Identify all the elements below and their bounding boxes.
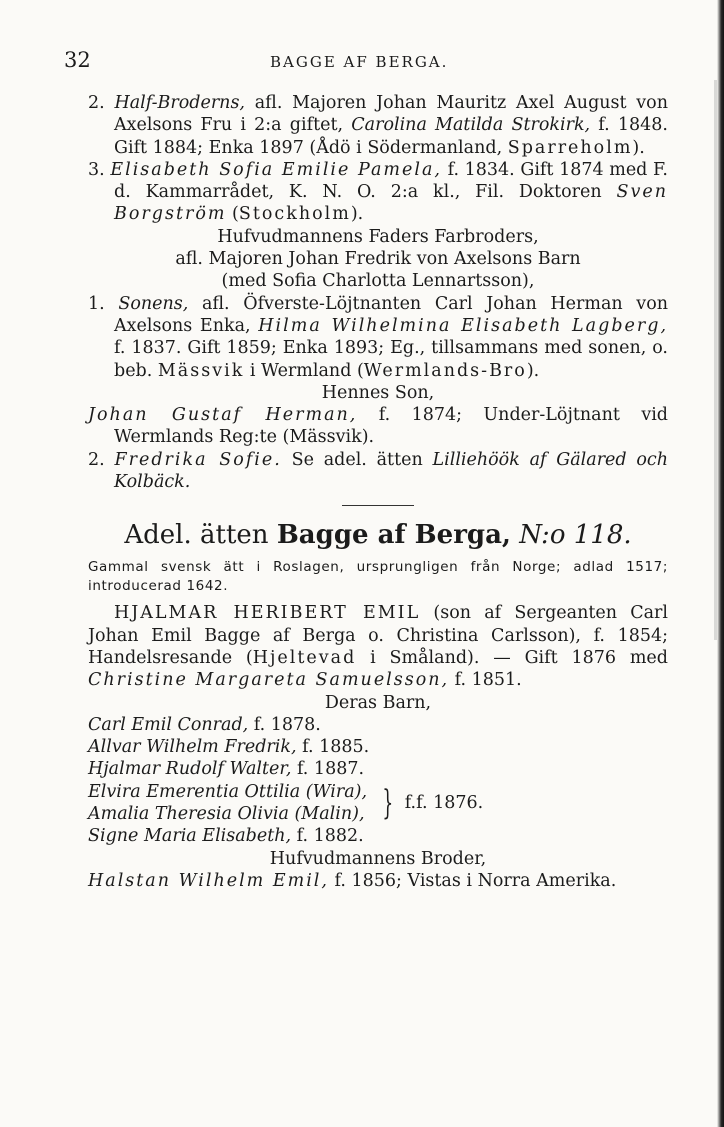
child-entry: [88, 714, 668, 736]
entry-text: f. 1848. Gift 1884; Enka 1897 (Ådö i Södermanland,: [114, 115, 668, 158]
page-number: 32: [64, 48, 91, 72]
child-entry: [88, 781, 367, 803]
entry-name: Sonens,: [118, 293, 189, 314]
entry-number: 3.: [88, 159, 105, 180]
entry-text: (: [226, 204, 239, 225]
brother-entry: [88, 870, 668, 892]
child-name: Allvar Wilhelm Fredrik,: [88, 737, 297, 758]
entry-text: afl. Majoren Johan Mauritz Axel August von Axelsons Fru i 2:a giftet,: [114, 93, 668, 136]
entry-text: f. 1856; Vistas i Norra Amerika.: [328, 870, 617, 891]
heading-fathers-uncle: Hufvudmannens Faders Farbroders,: [217, 226, 539, 247]
entry-number: 1.: [88, 293, 105, 314]
twins-group: [88, 781, 668, 826]
place-name: Wermlands-Bro: [363, 360, 527, 381]
family-number: N:o 118.: [510, 520, 632, 551]
child-born: f. 1885.: [296, 737, 370, 758]
child-entry: [88, 736, 668, 758]
twins-names: [88, 781, 367, 826]
entry-number: 2.: [88, 449, 105, 470]
spouse-name: Sven Borgström: [114, 182, 668, 225]
entry-text: f. 1834. Gift 1874 med F. d. Kammarrådet, K. N. O. 2:a kl., Fil. Doktoren: [114, 159, 668, 203]
place-name: Stockholm: [238, 204, 351, 225]
children-list: [88, 714, 668, 848]
text-column: [88, 92, 668, 892]
entry-text: Se adel. ätten: [281, 449, 433, 470]
entry-number: 2.: [88, 93, 105, 113]
brother-name: Halstan Wilhelm Emil,: [88, 870, 329, 891]
entry-text: f. 1874; Under-Löjtnant vid Wermlands Reg:te (Mässvik).: [114, 405, 668, 448]
spouse-name: Carolina Matilda Strokirk,: [351, 115, 591, 136]
section-divider: [342, 505, 414, 506]
heading-mother: (med Sofia Charlotta Lennartsson),: [221, 271, 535, 292]
head-of-family: [88, 602, 668, 691]
child-name: Carl Emil Conrad,: [88, 714, 249, 735]
page-edge: [717, 0, 724, 1127]
entry-text: f. 1851.: [449, 670, 522, 691]
brace-icon: }: [382, 783, 394, 824]
entry-name: Fredrika Sofie.: [114, 449, 282, 470]
son-entry: [88, 404, 668, 449]
child-entry: [88, 758, 668, 780]
entry-text: ).: [526, 360, 540, 381]
child-entry: [88, 803, 367, 825]
family-name: Bagge af Berga,: [276, 520, 511, 551]
child-name: Hjalmar Rudolf Walter,: [88, 759, 292, 780]
heading-major-children: afl. Majoren Johan Fredrik von Axelsons Barn: [175, 249, 581, 270]
entry-text: f. 1837. Gift 1859; Enka 1893; Eg., tillsammans med sonen, o. beb.: [114, 338, 668, 381]
child-name: Amalia Theresia Olivia (Malin),: [88, 804, 365, 825]
title-prefix: Adel. ätten: [124, 520, 277, 551]
place-name: Hjeltevad: [252, 647, 357, 668]
running-head: BAGGE AF BERGA.: [270, 53, 449, 71]
entry-text: i Wermland (: [244, 360, 364, 381]
entry-5: [88, 449, 668, 494]
spouse-name: Christine Margareta Samuelsson,: [88, 670, 450, 691]
place-name: Mässvik: [157, 360, 245, 381]
child-entry: [88, 825, 668, 847]
heading-brother: Hufvudmannens Broder,: [269, 848, 487, 869]
child-born: f. 1878.: [248, 714, 321, 735]
entry-text: i Småland). — Gift 1876 med: [356, 647, 668, 668]
entry-text: afl. Öfverste-Löjtnanten Carl Johan Herman von Axelsons Enka,: [114, 293, 668, 336]
entry-text: ).: [632, 137, 645, 158]
entry-name: Elisabeth Sofia Emilie Pamela,: [110, 159, 442, 180]
place-name: Sparreholm: [507, 137, 633, 158]
entry-2: [88, 92, 668, 159]
entry-name: Half-Broderns,: [114, 93, 245, 113]
heading-her-son: Hennes Son,: [321, 382, 435, 403]
heading-children: Deras Barn,: [324, 692, 432, 713]
twins-born: f.f. 1876.: [404, 792, 484, 813]
entry-text: ).: [350, 204, 364, 225]
family-title: [88, 520, 668, 550]
entry-4: [88, 293, 668, 382]
page-shadow: [714, 80, 717, 640]
cross-reference: Lilliehöök af Gälared och Kolbäck.: [114, 449, 668, 493]
child-born: f. 1887.: [291, 759, 365, 780]
son-name: Johan Gustaf Herman,: [88, 405, 358, 426]
family-intro: Gammal svensk ätt i Roslagen, ursprungligen från Norge; adlad 1517; introducerad 1642.: [88, 559, 668, 595]
child-born: f. 1882.: [291, 826, 364, 847]
spouse-name: Hilma Wilhelmina Elisabeth Lagberg,: [258, 315, 669, 336]
head-name: HJALMAR HERIBERT EMIL: [114, 603, 421, 624]
page-header: [64, 48, 664, 78]
child-name: Elvira Emerentia Ottilia (Wira),: [88, 781, 368, 802]
entry-text: (son af Sergeanten Carl Johan Emil Bagge af Berga o. Christina Carlsson), f. 1854; Handelsresande (: [88, 603, 668, 668]
entry-3: [88, 159, 668, 226]
child-name: Signe Maria Elisabeth,: [88, 826, 292, 847]
